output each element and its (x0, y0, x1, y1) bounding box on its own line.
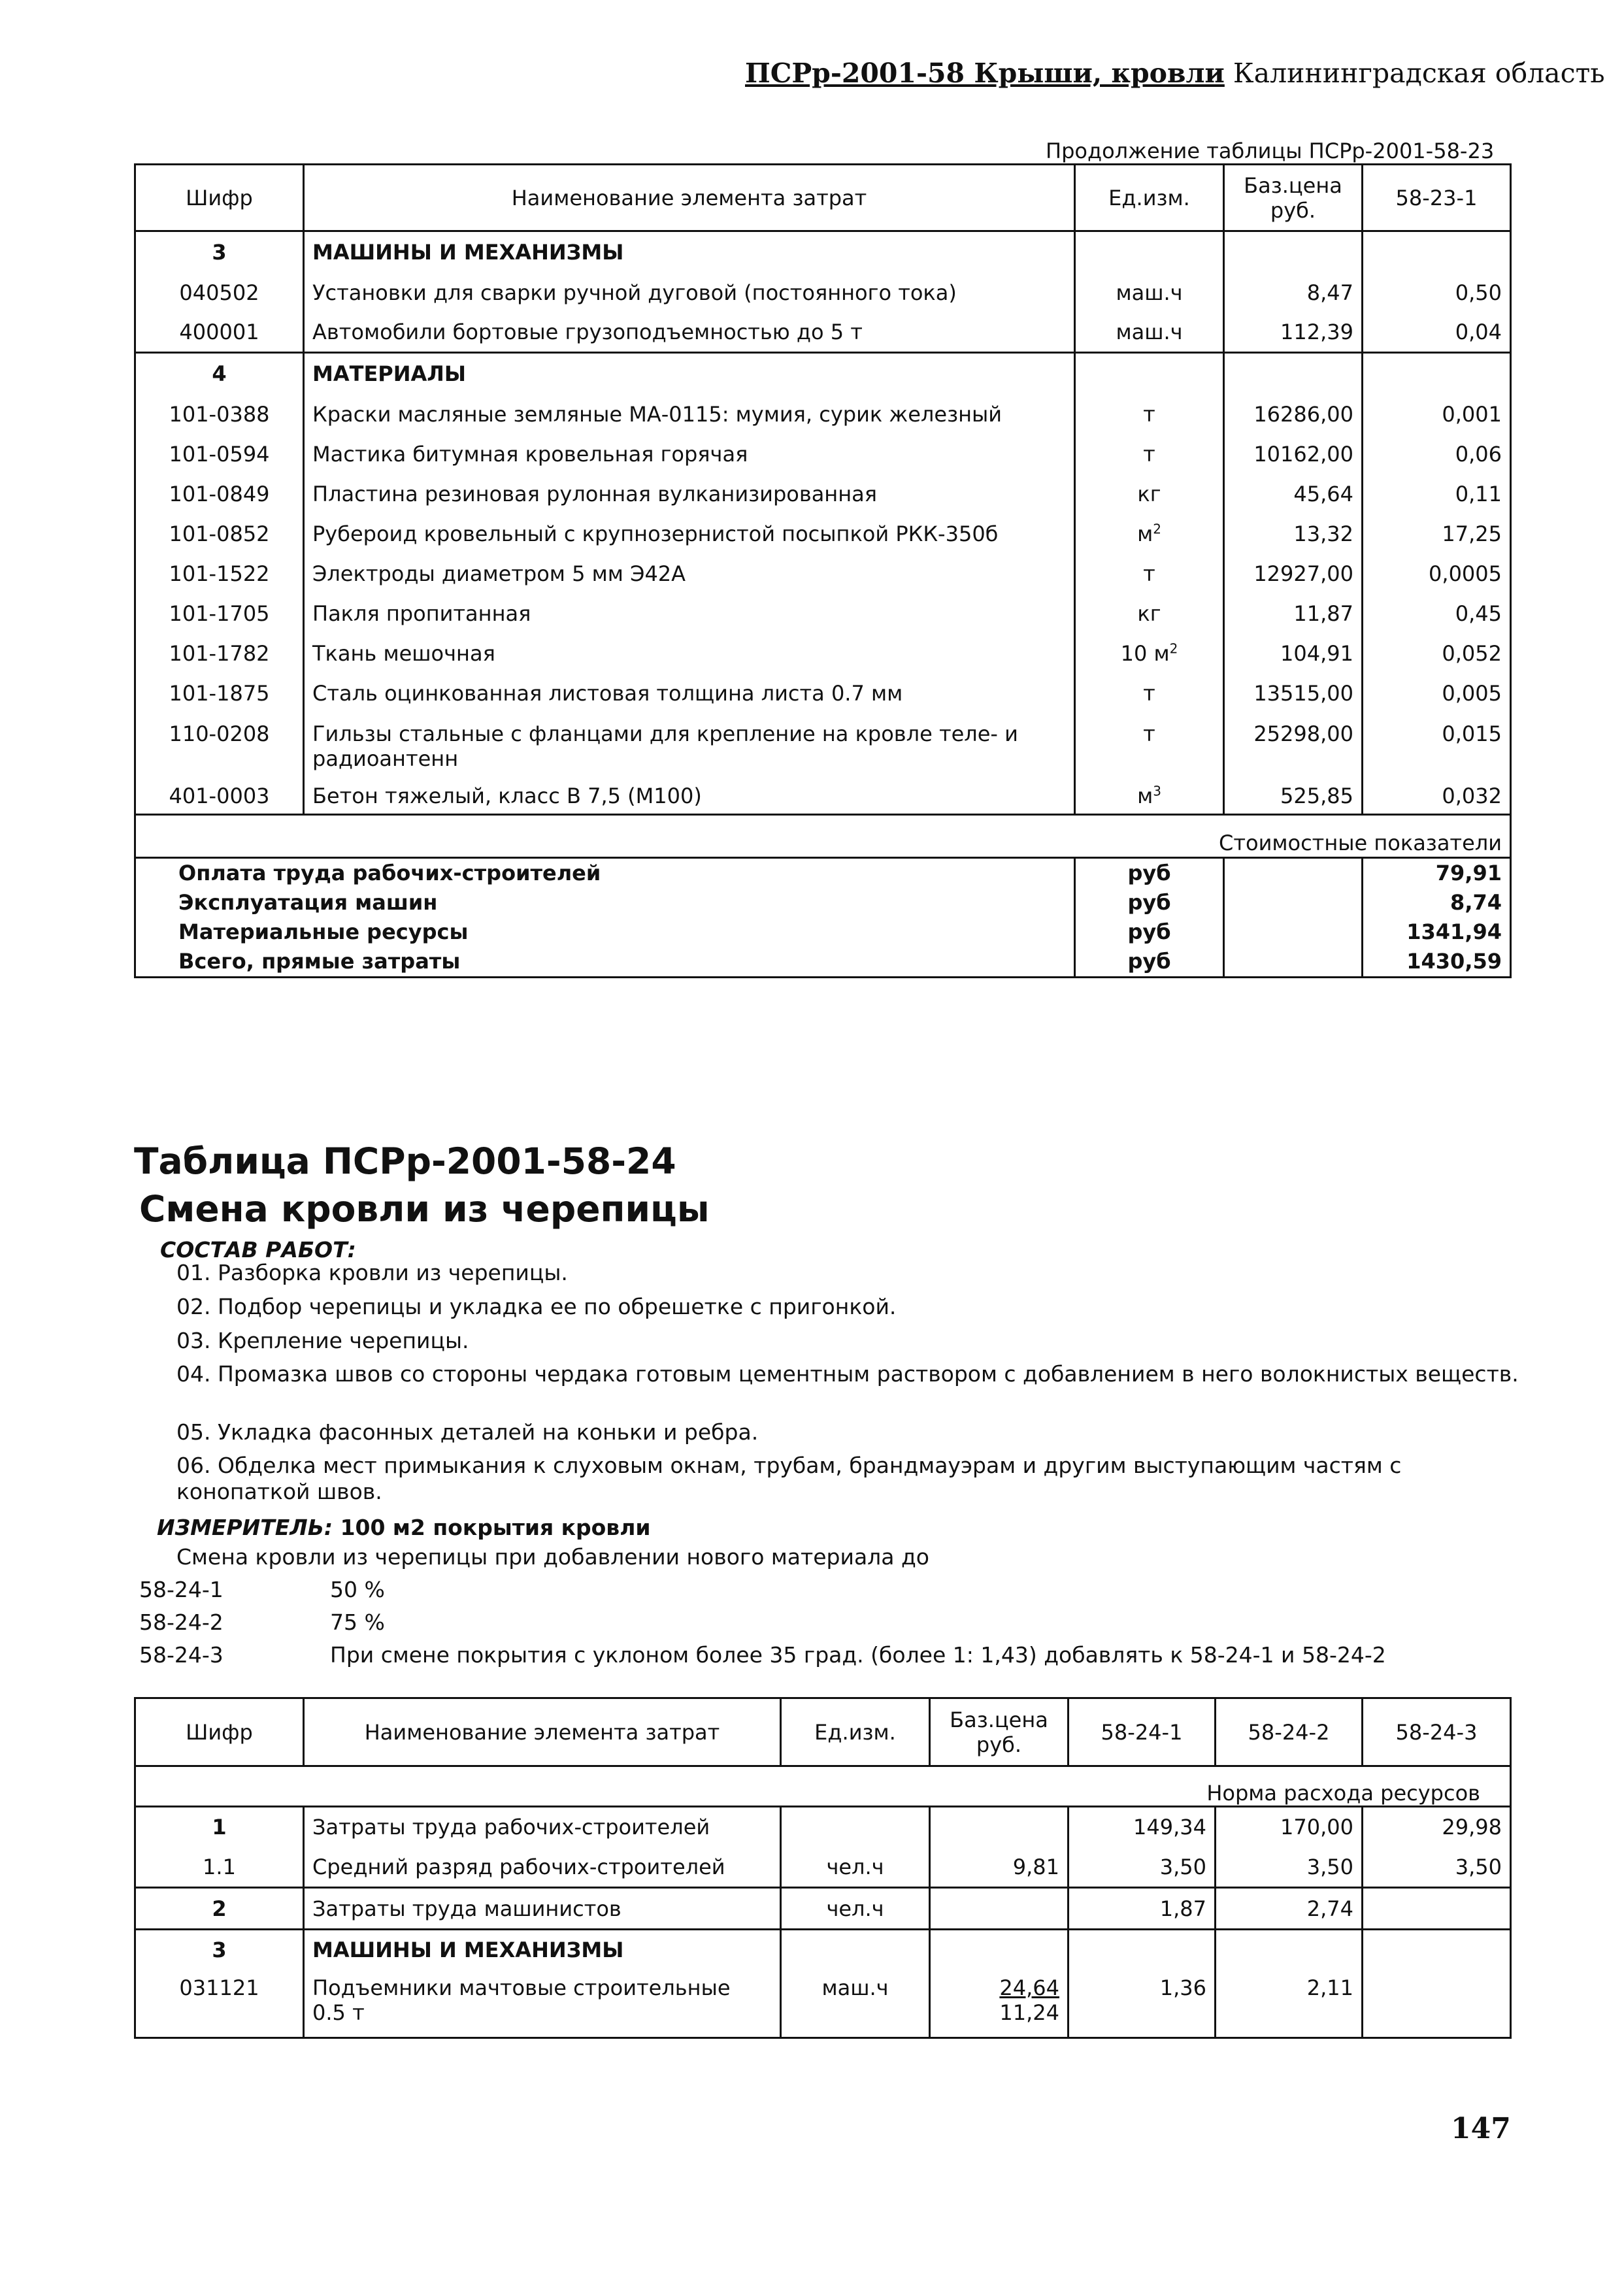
section-code: 3 (135, 1930, 304, 1970)
row-code: 101-1522 (135, 554, 304, 594)
table-row (135, 554, 1511, 594)
unit-text: м (1137, 784, 1153, 809)
row-name: Мастика битумная кровельная горячая (304, 435, 1075, 474)
row-price: 104,91 (1224, 634, 1363, 674)
section-name: МАШИНЫ И МЕХАНИЗМЫ (304, 1930, 781, 1970)
total-name: Всего, прямые затраты (178, 949, 461, 974)
row-code: 101-1705 (135, 594, 304, 634)
section-row (135, 1930, 1511, 1970)
work-composition-label: СОСТАВ РАБОТ: (160, 1237, 356, 1262)
operation-item: 03. Крепление черепицы. (176, 1328, 469, 1353)
table1 (134, 163, 1512, 978)
row-variant-2: 170,00 (1216, 1807, 1363, 1847)
col-header-variant-3: 58-24-3 (1363, 1698, 1511, 1766)
col-header-unit: Ед.изм. (1075, 165, 1224, 231)
row-variant-1: 3,50 (1069, 1847, 1216, 1888)
col-header-variant-1: 58-24-1 (1069, 1698, 1216, 1766)
totals-block (135, 858, 1511, 978)
variant-text: 50 % (330, 1577, 385, 1602)
row-name: Установки для сварки ручной дуговой (постоянного тока) (304, 273, 1075, 313)
row-price (930, 1888, 1069, 1930)
table-row (135, 1807, 1511, 1847)
unit-superscript: 2 (1169, 640, 1178, 657)
total-value: 1341,94 (1406, 919, 1502, 944)
operation-item: 06. Обделка мест примыкания к слуховым окнам, трубам, брандмауэрам и другим выступающим частям с конопаткой швов. (176, 1453, 1402, 1504)
section-code: 3 (135, 231, 304, 273)
norm-caption: Норма расхода ресурсов (135, 1766, 1511, 1807)
table-row (135, 474, 1511, 514)
table-row (135, 395, 1511, 435)
row-unit: чел.ч (781, 1847, 930, 1888)
section-code: 4 (135, 353, 304, 395)
section-name: МАШИНЫ И МЕХАНИЗМЫ (304, 231, 1075, 273)
table-row (135, 435, 1511, 474)
variant-text: 75 % (330, 1609, 385, 1635)
row-norm: 17,25 (1363, 514, 1511, 554)
row-variant-3 (1363, 1970, 1511, 2038)
total-unit: руб (1127, 919, 1171, 944)
row-norm: 0,50 (1363, 273, 1511, 313)
measure-value: 100 м2 покрытия кровли (340, 1515, 651, 1540)
replacement-note: Смена кровли из черепицы при добавлении нового материала до (176, 1544, 929, 1570)
row-name: Пластина резиновая рулонная вулканизированная (304, 474, 1075, 514)
row-code: 1.1 (135, 1847, 304, 1888)
row-norm: 0,11 (1363, 474, 1511, 514)
row-code: 110-0208 (135, 714, 304, 779)
region-label: Калининградская область (1233, 58, 1605, 89)
row-variant-3 (1363, 1888, 1511, 1930)
variant-code: 58-24-1 (139, 1577, 224, 1602)
section-title: Таблица ПСРр-2001-58-24 (134, 1140, 676, 1182)
row-price (930, 1970, 1069, 2038)
row-name: Ткань мешочная (304, 634, 1075, 674)
measure-line (157, 1515, 651, 1540)
totals-units (1075, 858, 1224, 978)
table-row (135, 714, 1511, 779)
document-code: ПСРр-2001-58 Крыши, кровли (745, 58, 1225, 89)
unit-text: м (1137, 521, 1153, 546)
row-variant-1: 1,36 (1069, 1970, 1216, 2038)
row-unit (781, 1807, 930, 1847)
total-unit: руб (1127, 861, 1171, 885)
row-price: 25298,00 (1224, 714, 1363, 779)
row-name: Краски масляные земляные МА-0115: мумия, сурик железный (304, 395, 1075, 435)
price-denominator: 11,24 (999, 2000, 1059, 2025)
row-price: 112,39 (1224, 313, 1363, 353)
row-price: 12927,00 (1224, 554, 1363, 594)
row-name: Подъемники мачтовые строительные 0.5 т (304, 1970, 781, 2038)
row-variant-1: 1,87 (1069, 1888, 1216, 1930)
col-header-unit: Ед.изм. (781, 1698, 930, 1766)
section-name: МАТЕРИАЛЫ (304, 353, 1075, 395)
norm-caption-row (135, 1766, 1511, 1807)
row-name: Автомобили бортовые грузоподъемностью до 5 т (304, 313, 1075, 353)
row-price: 8,47 (1224, 273, 1363, 313)
row-unit: маш.ч (1075, 313, 1224, 353)
table-row (135, 594, 1511, 634)
row-code: 101-0594 (135, 435, 304, 474)
row-norm: 0,0005 (1363, 554, 1511, 594)
table1-caption: Продолжение таблицы ПСРр-2001-58-23 (1046, 139, 1495, 163)
cost-caption: Стоимостные показатели (135, 815, 1511, 858)
row-price: 13,32 (1224, 514, 1363, 554)
row-unit: кг (1075, 474, 1224, 514)
page-header (745, 58, 1605, 89)
row-price: 525,85 (1224, 779, 1363, 815)
row-price: 10162,00 (1224, 435, 1363, 474)
table-row (135, 1970, 1511, 2038)
row-unit: чел.ч (781, 1888, 930, 1930)
row-variant-3: 29,98 (1363, 1807, 1511, 1847)
row-name: Гильзы стальные с фланцами для крепление на кровле теле- и радиоантенн (304, 714, 1075, 779)
section-row (135, 231, 1511, 273)
row-unit: т (1075, 435, 1224, 474)
row-code: 031121 (135, 1970, 304, 2038)
row-name: Пакля пропитанная (304, 594, 1075, 634)
row-name: Сталь оцинкованная листовая толщина листа 0.7 мм (304, 674, 1075, 714)
row-name: Рубероид кровельный с крупнозернистой посыпкой РКК-350б (304, 514, 1075, 554)
row-unit (1075, 514, 1224, 554)
row-norm: 0,04 (1363, 313, 1511, 353)
row-unit: т (1075, 674, 1224, 714)
total-value: 1430,59 (1406, 949, 1502, 974)
operation-item: 05. Укладка фасонных деталей на коньки и ребра. (176, 1419, 759, 1445)
unit-superscript: 3 (1153, 783, 1161, 799)
table-row (135, 779, 1511, 815)
totals-values (1363, 858, 1511, 978)
row-norm: 0,001 (1363, 395, 1511, 435)
row-name: Средний разряд рабочих-строителей (304, 1847, 781, 1888)
row-price: 13515,00 (1224, 674, 1363, 714)
row-norm: 0,06 (1363, 435, 1511, 474)
total-value: 8,74 (1450, 890, 1502, 915)
section-subtitle: Смена кровли из черепицы (139, 1188, 710, 1230)
section-row (135, 353, 1511, 395)
row-variant-2: 2,11 (1216, 1970, 1363, 2038)
row-variant-2: 2,74 (1216, 1888, 1363, 1930)
unit-superscript: 2 (1153, 521, 1161, 537)
table2-header-row (135, 1698, 1511, 1766)
table-row (135, 1847, 1511, 1888)
row-unit: т (1075, 395, 1224, 435)
row-name: Затраты труда машинистов (304, 1888, 781, 1930)
table-row (135, 514, 1511, 554)
total-name: Эксплуатация машин (178, 890, 438, 915)
row-code: 2 (135, 1888, 304, 1930)
table-row (135, 313, 1511, 353)
totals-names (135, 858, 1075, 978)
table1-header-row (135, 165, 1511, 231)
col-header-code: Шифр (135, 1698, 304, 1766)
row-unit (1075, 779, 1224, 815)
row-unit: маш.ч (781, 1970, 930, 2038)
table-row (135, 674, 1511, 714)
col-header-code: Шифр (135, 165, 304, 231)
row-name: Электроды диаметром 5 мм Э42А (304, 554, 1075, 594)
row-norm: 0,052 (1363, 634, 1511, 674)
page-number: 147 (1451, 2112, 1511, 2145)
row-unit: т (1075, 714, 1224, 779)
row-price: 16286,00 (1224, 395, 1363, 435)
operation-item: 02. Подбор черепицы и укладка ее по обрешетке с пригонкой. (176, 1294, 897, 1319)
row-price: 45,64 (1224, 474, 1363, 514)
row-code: 101-1782 (135, 634, 304, 674)
col-header-variant-2: 58-24-2 (1216, 1698, 1363, 1766)
row-norm: 0,032 (1363, 779, 1511, 815)
row-code: 1 (135, 1807, 304, 1847)
row-code: 401-0003 (135, 779, 304, 815)
row-variant-2: 3,50 (1216, 1847, 1363, 1888)
row-unit: кг (1075, 594, 1224, 634)
row-code: 040502 (135, 273, 304, 313)
row-price: 11,87 (1224, 594, 1363, 634)
cost-caption-row (135, 815, 1511, 858)
total-value: 79,91 (1435, 861, 1502, 885)
row-unit (1075, 634, 1224, 674)
row-price (930, 1807, 1069, 1847)
row-unit: т (1075, 554, 1224, 594)
variant-text: При смене покрытия с уклоном более 35 град. (более 1: 1,43) добавлять к 58-24-1 и 58-24-2 (330, 1642, 1386, 1668)
table2 (134, 1697, 1512, 2039)
table-row (135, 273, 1511, 313)
total-name: Материальные ресурсы (178, 919, 469, 944)
variant-code: 58-24-2 (139, 1609, 224, 1635)
row-code: 101-0849 (135, 474, 304, 514)
col-header-name: Наименование элемента затрат (304, 165, 1075, 231)
total-name: Оплата труда рабочих-строителей (178, 861, 601, 885)
measure-label: ИЗМЕРИТЕЛЬ: (157, 1515, 333, 1540)
total-unit: руб (1127, 890, 1171, 915)
row-norm: 0,005 (1363, 674, 1511, 714)
price-numerator: 24,64 (999, 1975, 1059, 2000)
row-price: 9,81 (930, 1847, 1069, 1888)
row-code: 101-0852 (135, 514, 304, 554)
row-code: 101-0388 (135, 395, 304, 435)
row-variant-3: 3,50 (1363, 1847, 1511, 1888)
operation-item: 01. Разборка кровли из черепицы. (176, 1260, 568, 1285)
variant-code: 58-24-3 (139, 1642, 224, 1668)
row-code: 101-1875 (135, 674, 304, 714)
total-unit: руб (1127, 949, 1171, 974)
row-name: Бетон тяжелый, класс В 7,5 (М100) (304, 779, 1075, 815)
row-norm: 0,45 (1363, 594, 1511, 634)
col-header-name: Наименование элемента затрат (304, 1698, 781, 1766)
row-name: Затраты труда рабочих-строителей (304, 1807, 781, 1847)
operation-item: 04. Промазка швов со стороны чердака готовым цементным раствором с добавлением в него волокнистых веществ. (176, 1361, 1519, 1387)
row-code: 400001 (135, 313, 304, 353)
col-header-price: Баз.цена руб. (1224, 165, 1363, 231)
col-header-price: Баз.цена руб. (930, 1698, 1069, 1766)
table-row (135, 1888, 1511, 1930)
unit-text: 10 м (1120, 641, 1170, 666)
row-variant-1: 149,34 (1069, 1807, 1216, 1847)
table-row (135, 634, 1511, 674)
row-norm: 0,015 (1363, 714, 1511, 779)
col-header-norm: 58-23-1 (1363, 165, 1511, 231)
row-unit: маш.ч (1075, 273, 1224, 313)
